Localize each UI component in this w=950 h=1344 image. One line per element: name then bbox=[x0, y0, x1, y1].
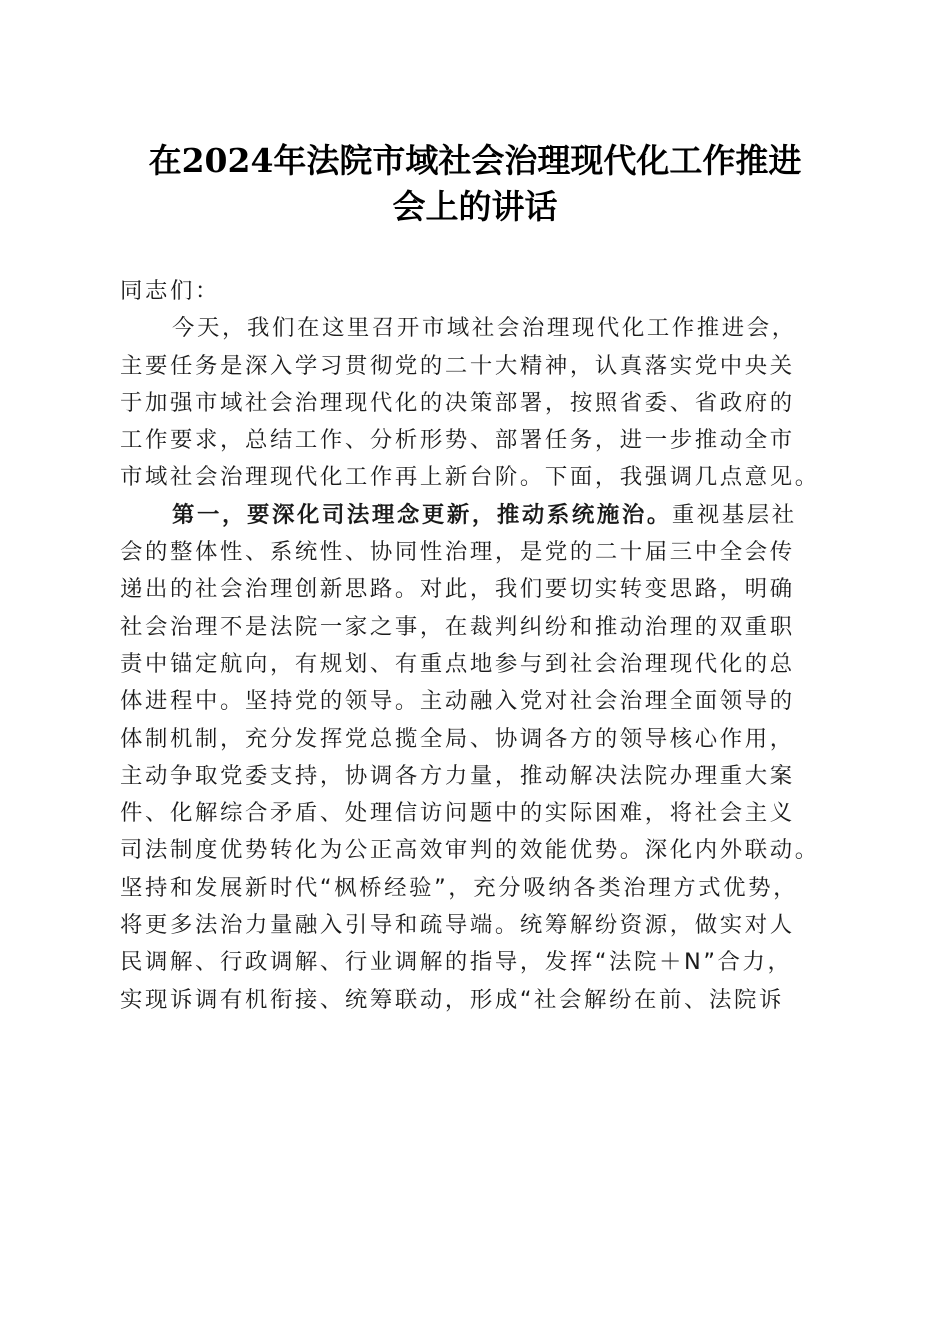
paragraph-1-line: 主要任务是深入学习贯彻党的二十大精神，认真落实党中央关 bbox=[120, 352, 795, 379]
section-heading: 第一，要深化司法理念更新，推动系统施治。 bbox=[172, 501, 672, 528]
paragraph-1-line: 今天，我们在这里召开市域社会治理现代化工作推进会， bbox=[172, 315, 797, 342]
paragraph-2-line: 坚持和发展新时代“枫桥经验”，充分吸纳各类治理方式优势， bbox=[120, 874, 799, 901]
document-body bbox=[120, 273, 832, 1019]
paragraph-2-first-line bbox=[120, 497, 832, 534]
paragraph-1-line: 市域社会治理现代化工作再上新台阶。下面，我强调几点意见。 bbox=[120, 464, 820, 491]
paragraph-2-line: 体进程中。坚持党的领导。主动融入党对社会治理全面领导的 bbox=[120, 688, 795, 715]
paragraph-2-first-line-rest: 重视基层社 bbox=[671, 501, 797, 528]
paragraph-1-line: 于加强市域社会治理现代化的决策部署，按照省委、省政府的 bbox=[120, 389, 795, 416]
title-line-2: 会上的讲话 bbox=[392, 187, 558, 226]
paragraph-2-line: 社会治理不是法院一家之事，在裁判纠纷和推动治理的双重职 bbox=[120, 613, 795, 640]
paragraph-2-line: 司法制度优势转化为公正高效审判的效能优势。深化内外联动。 bbox=[120, 837, 820, 864]
paragraph-2-line: 将更多法治力量融入引导和疏导端。统筹解纷资源，做实对人 bbox=[120, 912, 795, 939]
paragraph-2-line: 递出的社会治理创新思路。对此，我们要切实转变思路，明确 bbox=[120, 576, 795, 603]
document-title bbox=[100, 138, 850, 230]
paragraph-2-line: 实现诉调有机衔接、统筹联动，形成“社会解纷在前、法院诉 bbox=[120, 986, 784, 1013]
paragraph-2-line: 责中锚定航向，有规划、有重点地参与到社会治理现代化的总 bbox=[120, 650, 795, 677]
paragraph-1-line: 工作要求，总结工作、分析形势、部署任务，进一步推动全市 bbox=[120, 427, 795, 454]
paragraph-2-line: 民调解、行政调解、行业调解的指导，发挥“法院＋N”合力， bbox=[120, 949, 793, 976]
paragraph-2-line: 件、化解综合矛盾、处理信访问题中的实际困难，将社会主义 bbox=[120, 800, 795, 827]
paragraph-2-line: 会的整体性、系统性、协同性治理，是党的二十届三中全会传 bbox=[120, 539, 795, 566]
title-line-1: 在2024年法院市域社会治理现代化工作推进 bbox=[148, 141, 802, 180]
paragraph-2-line: 主动争取党委支持，协调各方力量，推动解决法院办理重大案 bbox=[120, 762, 795, 789]
paragraph-2-line: 体制机制，充分发挥党总揽全局、协调各方的领导核心作用， bbox=[120, 725, 795, 752]
salutation: 同志们： bbox=[120, 278, 220, 304]
